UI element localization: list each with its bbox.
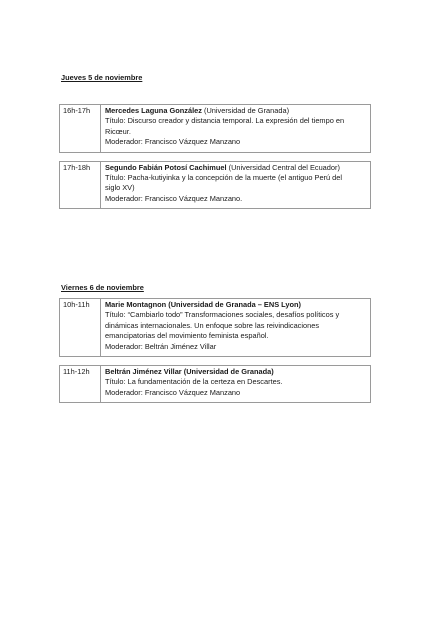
session-row <box>60 161 371 209</box>
speaker-line <box>105 106 366 116</box>
talk-title-line: Título: La fundamentación de la certeza en Descartes. <box>105 377 283 387</box>
session-row <box>60 299 371 357</box>
speaker-name: Marie Montagnon (Universidad de Granada – ENS Lyon) <box>105 300 302 309</box>
day-heading-thursday: Jueves 5 de noviembre <box>61 73 143 82</box>
session-details <box>101 299 371 357</box>
schedule-table-friday <box>59 298 371 403</box>
session-time: 17h-18h <box>60 161 101 209</box>
talk-title-line: Título: “Cambiarlo todo” Transformaciones sociales, desafíos políticos y <box>105 310 340 320</box>
session-time: 11h-12h <box>60 366 101 403</box>
speaker-name: Beltrán Jiménez Villar (Universidad de Granada) <box>105 367 274 377</box>
talk-title-line: emancipatorias del movimiento feminista español. <box>105 331 269 341</box>
talk-title-line: dinámicas internacionales. Un enfoque sobre las reivindicaciones <box>105 320 320 330</box>
session-details <box>101 366 371 403</box>
table-spacer-row <box>60 152 371 161</box>
session-details <box>101 161 371 209</box>
talk-title-line: siglo XV) <box>105 183 135 193</box>
speaker-affiliation: (Universidad Central del Ecuador) <box>226 162 340 172</box>
day-heading-friday: Viernes 6 de noviembre <box>61 283 144 292</box>
speaker-name: Segundo Fabián Potosí Cachimuel <box>105 162 227 172</box>
talk-title-line: Título: Discurso creador y distancia temporal. La expresión del tiempo en <box>105 116 345 126</box>
moderator: Moderador: Francisco Vázquez Manzano <box>105 137 241 147</box>
session-details <box>101 105 371 153</box>
session-row <box>60 366 371 403</box>
speaker-name: Mercedes Laguna González <box>105 106 202 115</box>
moderator: Moderador: Francisco Vázquez Manzano. <box>105 193 243 203</box>
moderator: Moderador: Francisco Vázquez Manzano <box>105 387 241 397</box>
session-row <box>60 105 371 153</box>
table-spacer-row <box>60 357 371 366</box>
speaker-line <box>105 163 366 173</box>
moderator: Moderador: Beltrán Jiménez Villar <box>105 341 217 351</box>
schedule-table-thursday <box>59 104 371 209</box>
talk-title-line: Título: Pacha-kutiyinka y la concepción de la muerte (el antiguo Perú del <box>105 173 343 183</box>
talk-title-line: Ricœur. <box>105 126 131 136</box>
speaker-affiliation: (Universidad de Granada) <box>201 106 290 115</box>
session-time: 10h-11h <box>60 299 101 357</box>
session-time: 16h-17h <box>60 105 101 153</box>
